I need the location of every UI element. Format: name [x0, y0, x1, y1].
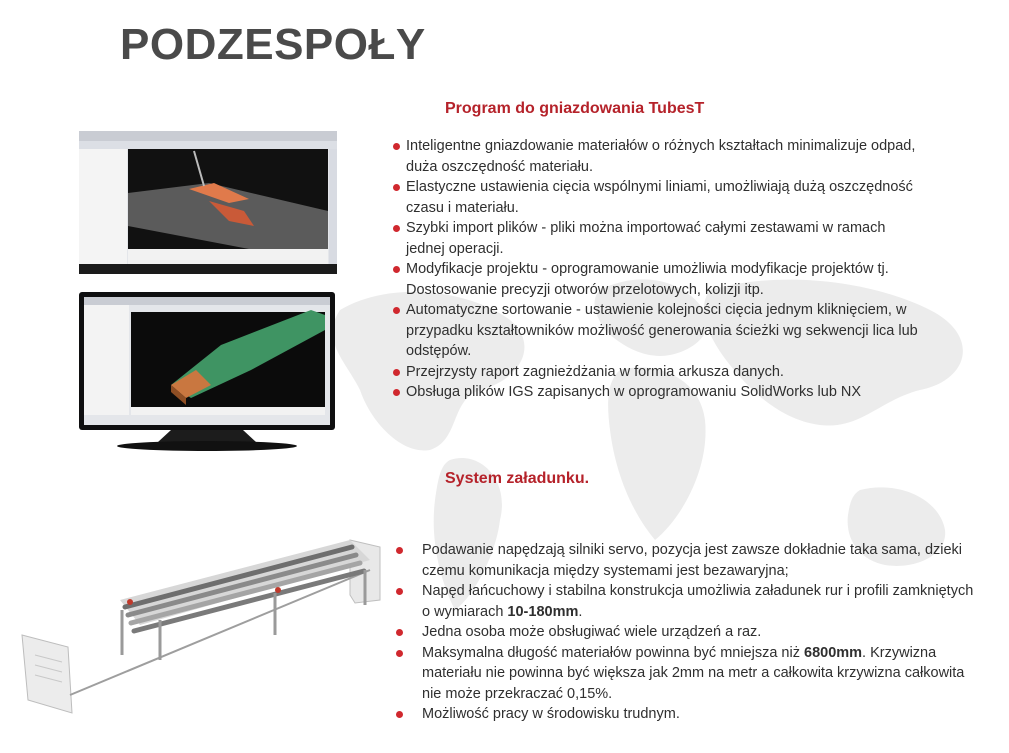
section-heading-loading: System załadunku.	[445, 470, 590, 487]
list-item: Elastyczne ustawienia cięcia wspólnymi liniami, umożliwiają dużą oszczędność czasu i materiału.	[393, 177, 923, 218]
list-item: Przejrzysty raport zagnieżdżania w formia arkusza danych.	[393, 362, 923, 383]
list-item: Obsługa plików IGS zapisanych w oprogramowaniu SolidWorks lub NX	[393, 382, 923, 403]
list-item: Napęd łańcuchowy i stabilna konstrukcja umożliwia załadunek rur i profili zamkniętych o wymiarach 10-180mm.	[394, 581, 974, 622]
list-item: Możliwość pracy w środowisku trudnym.	[394, 704, 974, 725]
section-heading-nesting: Program do gniazdowania TubesT	[445, 100, 705, 117]
nesting-feature-list	[393, 136, 923, 403]
list-item: Maksymalna długość materiałów powinna być mniejsza niż 6800mm. Krzywizna materiału nie powinna być większa jak 2mm na metr a całkowita krzywizna całkowita nie może przekraczać 0,15%.	[394, 643, 974, 705]
list-item: Jedna osoba może obsługiwać wiele urządzeń a raz.	[394, 622, 974, 643]
bullet-dot-icon	[396, 629, 403, 636]
bullet-dot-icon	[393, 307, 400, 314]
loading-feature-list	[394, 540, 974, 725]
bullet-dot-icon	[393, 389, 400, 396]
bullet-dot-icon	[396, 547, 403, 554]
page-title: PODZESPOŁY	[120, 20, 426, 69]
bullet-dot-icon	[393, 225, 400, 232]
bullet-dot-icon	[393, 266, 400, 273]
list-item: Podawanie napędzają silniki servo, pozycja jest zawsze dokładnie taka sama, dzieki czemu komunikacja między systemami jest bezawaryjna;	[394, 540, 974, 581]
bullet-dot-icon	[393, 369, 400, 376]
monitor-screenshot	[71, 290, 343, 458]
software-screenshot-1	[79, 131, 337, 274]
bullet-dot-icon	[396, 588, 403, 595]
bullet-dot-icon	[393, 184, 400, 191]
list-item: Szybki import plików - pliki można importować całymi zestawami w ramach jednej operacji.	[393, 218, 923, 259]
bullet-dot-icon	[393, 143, 400, 150]
bullet-dot-icon	[396, 711, 403, 718]
bullet-dot-icon	[396, 650, 403, 657]
list-item: Automatyczne sortowanie - ustawienie kolejności cięcia jednym kliknięciem, w przypadku kształtowników możliwość generowania ścieżki wg sekwencji lica lub odstępów.	[393, 300, 923, 362]
list-item: Inteligentne gniazdowanie materiałów o różnych kształtach minimalizuje odpad, duża oszczędność materiału.	[393, 136, 923, 177]
list-item: Modyfikacje projektu - oprogramowanie umożliwia modyfikacje projektów tj. Dostosowanie precyzji otworów przelotowych, kolizji itp.	[393, 259, 923, 300]
loading-system-illustration	[10, 525, 385, 725]
